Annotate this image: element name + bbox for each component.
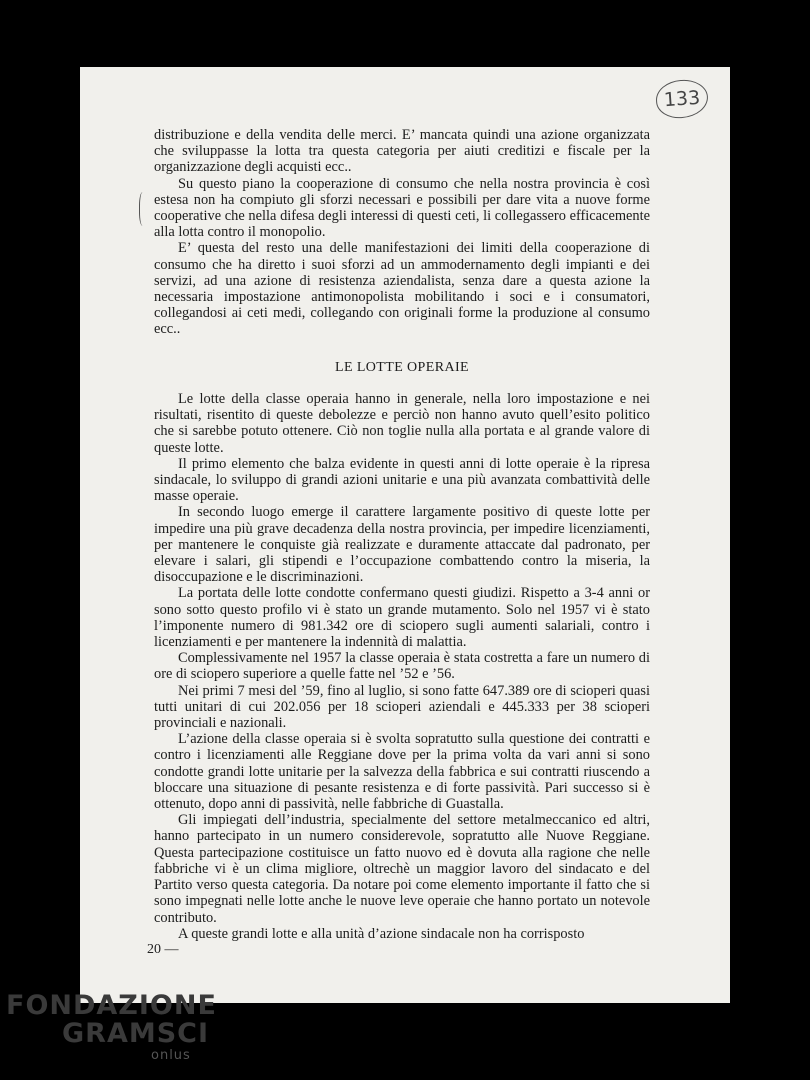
paragraph: Nei primi 7 mesi del ’59, fino al luglio, si sono fatte 647.389 ore di scioperi quasi tutti unitari di cui 202.056 per 18 scioperi aziendali e 445.333 per 38 scioperi provinciali e nazionali. [154, 682, 650, 732]
handwritten-margin-bracket [139, 192, 148, 226]
watermark-line-3: onlus [151, 1048, 191, 1063]
paragraph: distribuzione e della vendita delle merci. E’ mancata quindi una azione organizzata che sviluppasse la lotta tra questa categoria per aiuti creditizi e fiscale per la organizzazione degli acquisti ecc.. [154, 127, 650, 176]
paragraph: A queste grandi lotte e alla unità d’azione sindacale non ha corrisposto [178, 925, 585, 942]
paragraph: Complessivamente nel 1957 la classe operaia è stata costretta a fare un numero di ore di sciopero superiore a quelle fatte nel ’52 e ’56. [154, 650, 650, 683]
watermark-line-1: FONDAZIONE [6, 990, 217, 1021]
watermark-line-2: GRAMSCI [62, 1018, 210, 1049]
fondazione-gramsci-watermark-logo [6, 990, 217, 1070]
paragraph: L’azione della classe operaia si è svolta sopratutto sulla questione dei contratti e contro i licenziamenti alle Reggiane dove per la prima volta da vari anni si sono condotte grandi lotte unitarie per la salvezza della fabbrica e sui contratti riuscendo a bloccare una situazione di pesante resistenza e di forte passività. Pari successo si è ottenuto, dopo anni di passività, nelle fabbriche di Guastalla. [154, 731, 650, 813]
archive-stamp-number: 133 [655, 78, 710, 120]
paragraph: In secondo luogo emerge il carattere largamente positivo di queste lotte per impedire una più grave decadenza della nostra provincia, per impedire licenziamenti, per mantenere le conquiste già realizzate e duramente attaccate dal padronato, per elevare i salari, gli stipendi e l’occupazione combattendo contro la miseria, la disoccupazione e le discriminazioni. [154, 504, 650, 586]
section-heading: LE LOTTE OPERAIE [335, 360, 469, 375]
text-block-main [154, 391, 650, 942]
page-number: 20 — [147, 942, 179, 957]
paragraph: Il primo elemento che balza evidente in questi anni di lotte operaie è la ripresa sindacale, lo sviluppo di grandi azioni unitarie e una più avanzata combattività delle masse operaie. [154, 455, 650, 505]
paragraph: E’ questa del resto una delle manifestazioni dei limiti della cooperazione di consumo che ha diretto i suoi sforzi ad un ammodernamento degli impianti e dei servizi, ad una azione di resistenza aziendalista, senza dare a questa azione la necessaria impostazione antimonopolista mobilitando i soci e i consumatori, collegandosi ai ceti medi, collegando con originali forme la produzione al consumo ecc.. [154, 240, 650, 338]
text-block-top [154, 127, 650, 338]
paragraph: Le lotte della classe operaia hanno in generale, nella loro impostazione e nei risultati, risentito di queste debolezze e perciò non hanno avuto quell’esito politico che si sarebbe potuto ottenere. Ciò non toglie nulla alla portata e al grande valore di queste lotte. [154, 391, 650, 456]
paragraph: La portata delle lotte condotte confermano questi giudizi. Rispetto a 3-4 anni or sono sotto questo profilo vi è stato un grande mutamento. Solo nel 1957 vi è stato l’imponente numero di 981.342 ore di sciopero sugli aumenti salariali, contro i licenziamenti e per mantenere la indennità di malattia. [154, 585, 650, 651]
paragraph: Su questo piano la cooperazione di consumo che nella nostra provincia è così estesa non ha compiuto gli sforzi necessari e possibili per dare vita a nuove forme cooperative che nella difesa degli interessi di questi ceti, li collegassero efficacemente alla lotta contro il monopolio. [154, 175, 650, 241]
paragraph: Gli impiegati dell’industria, specialmente del settore metalmeccanico ed altri, hanno partecipato in un numero considerevole, sopratutto alle Nuove Reggiane. Questa partecipazione costituisce un fatto nuovo ed è dovuta alla ragione che nelle fabbriche vi è un clima migliore, oltrechè un maggior lavoro del sindacato e del Partito verso questa categoria. Da notare poi come elemento importante il fatto che si sono impegnati nelle lotte anche le nuove leve operaie che hanno portato un notevole contributo. [154, 812, 650, 926]
